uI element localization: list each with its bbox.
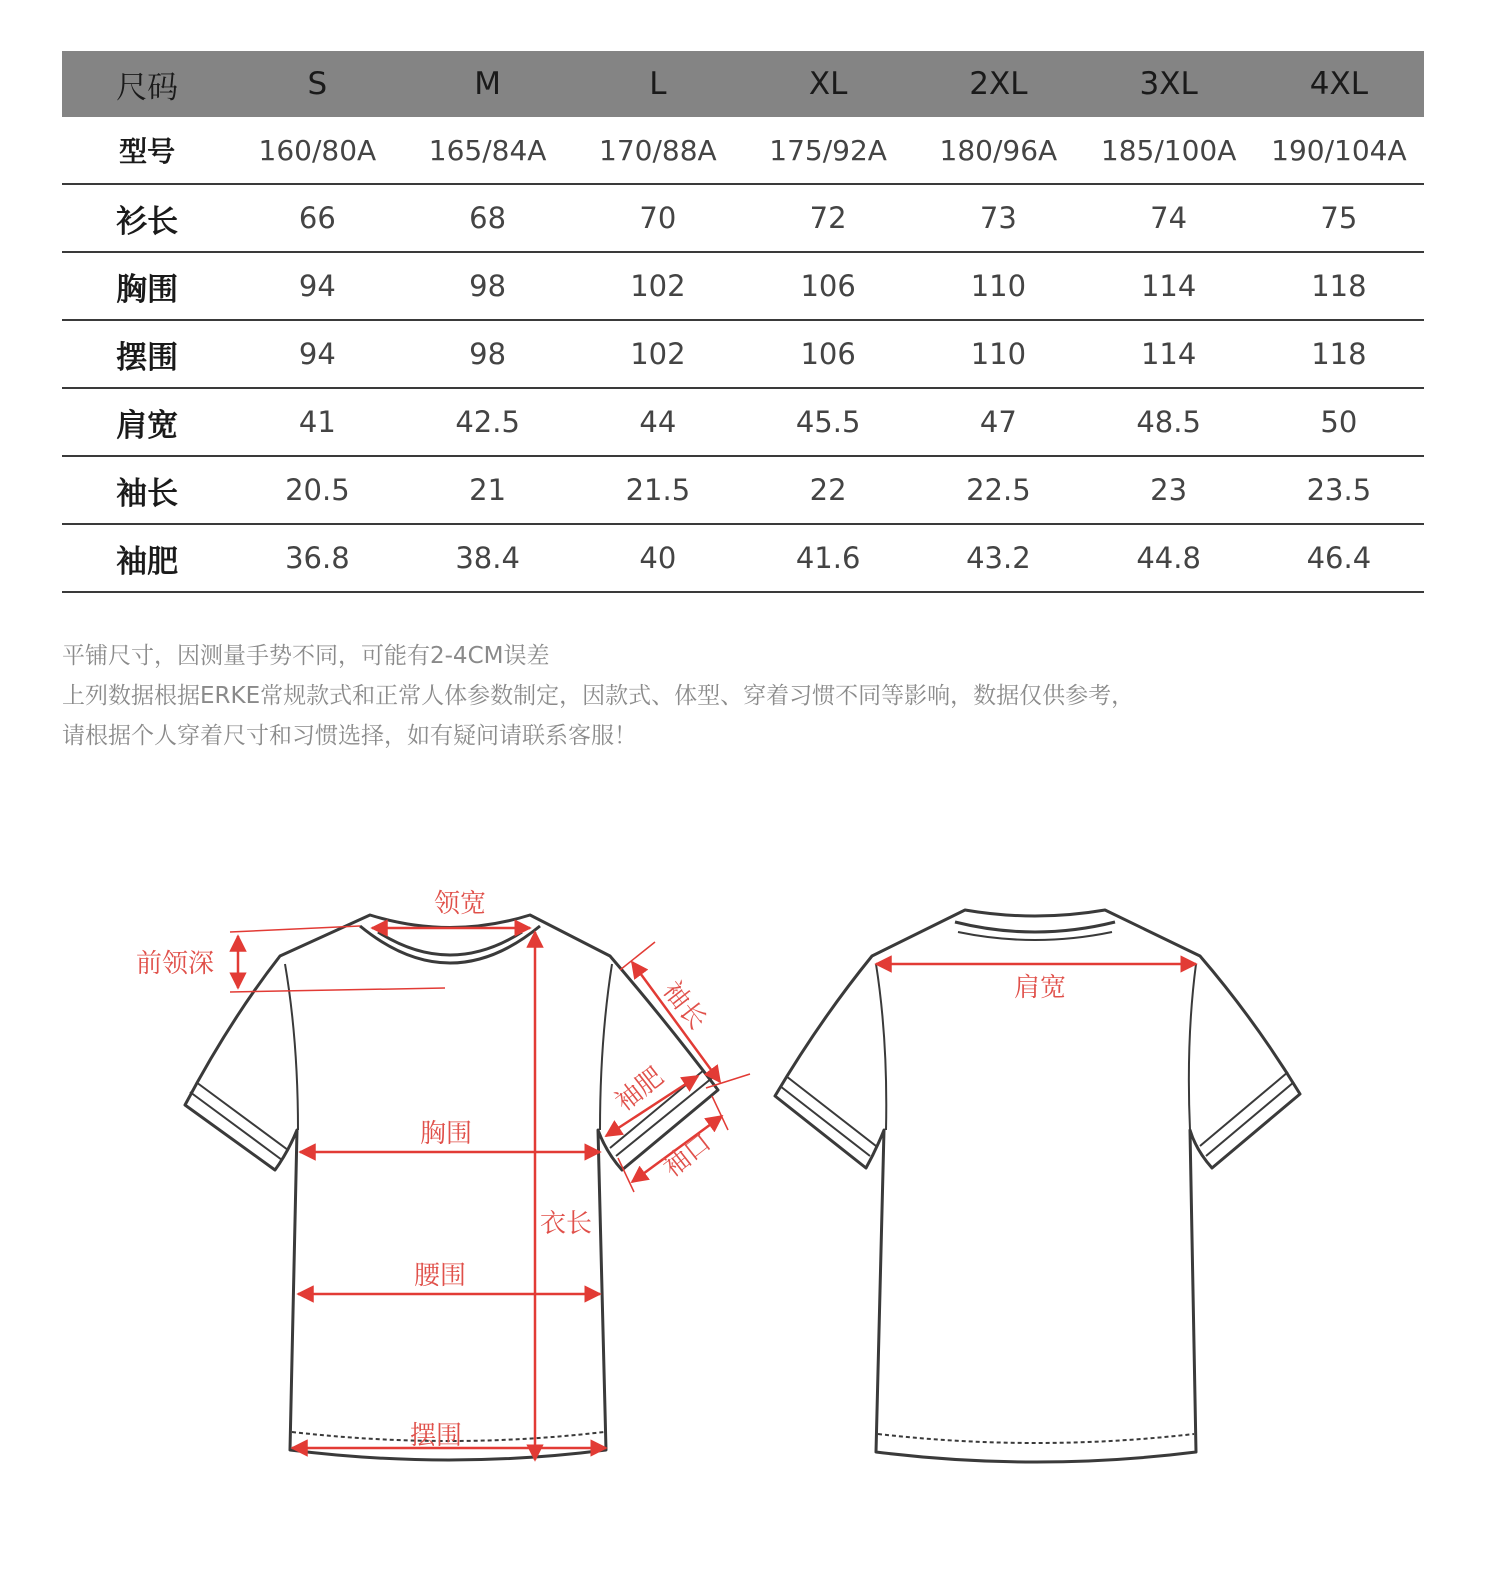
size-notes <box>62 636 1442 756</box>
table-cell: 21 <box>403 456 573 524</box>
table-cell: 40 <box>573 524 743 592</box>
table-cell: 22.5 <box>913 456 1083 524</box>
note-line: 上列数据根据ERKE常规款式和正常人体参数制定，因款式、体型、穿着习惯不同等影响，数据仅供参考， <box>62 683 1135 709</box>
size-header-cell: L <box>573 51 743 117</box>
size-header-cell: 4XL <box>1254 51 1424 117</box>
row-label: 衫长 <box>62 184 232 252</box>
table-cell: 175/92A <box>743 117 913 184</box>
label-sleeve-width: 袖肥 <box>609 1061 670 1118</box>
table-cell: 72 <box>743 184 913 252</box>
table-cell: 180/96A <box>913 117 1083 184</box>
table-cell: 38.4 <box>403 524 573 592</box>
table-cell: 43.2 <box>913 524 1083 592</box>
table-cell: 106 <box>743 320 913 388</box>
table-row <box>62 388 1424 456</box>
size-header-cell: XL <box>743 51 913 117</box>
table-cell: 106 <box>743 252 913 320</box>
table-cell: 44.8 <box>1084 524 1254 592</box>
table-cell: 74 <box>1084 184 1254 252</box>
table-cell: 23.5 <box>1254 456 1424 524</box>
table-cell: 114 <box>1084 320 1254 388</box>
table-cell: 22 <box>743 456 913 524</box>
table-cell: 50 <box>1254 388 1424 456</box>
size-header-cell: S <box>232 51 402 117</box>
table-cell: 23 <box>1084 456 1254 524</box>
front-tshirt-illustration <box>185 915 718 1460</box>
table-cell: 66 <box>232 184 402 252</box>
front-shirt-outline <box>185 915 718 1460</box>
table-cell: 185/100A <box>1084 117 1254 184</box>
table-cell: 48.5 <box>1084 388 1254 456</box>
table-cell: 165/84A <box>403 117 573 184</box>
table-cell: 102 <box>573 252 743 320</box>
table-cell: 47 <box>913 388 1083 456</box>
table-cell: 45.5 <box>743 388 913 456</box>
size-header-cell: 2XL <box>913 51 1083 117</box>
table-cell: 98 <box>403 252 573 320</box>
label-chest: 胸围 <box>419 1119 473 1149</box>
table-cell: 190/104A <box>1254 117 1424 184</box>
label-sleeve-length: 袖长 <box>656 975 713 1036</box>
table-cell: 94 <box>232 252 402 320</box>
table-cell: 118 <box>1254 320 1424 388</box>
table-cell: 110 <box>913 320 1083 388</box>
table-row <box>62 184 1424 252</box>
table-cell: 70 <box>573 184 743 252</box>
table-row <box>62 252 1424 320</box>
label-cuff: 袖口 <box>657 1127 718 1184</box>
table-cell: 170/88A <box>573 117 743 184</box>
table-cell: 75 <box>1254 184 1424 252</box>
table-cell: 110 <box>913 252 1083 320</box>
note-line: 平铺尺寸，因测量手势不同，可能有2-4CM误差 <box>62 643 550 669</box>
row-label: 袖长 <box>62 456 232 524</box>
row-label: 摆围 <box>62 320 232 388</box>
size-header-row <box>62 51 1424 117</box>
table-cell: 160/80A <box>232 117 402 184</box>
table-cell: 20.5 <box>232 456 402 524</box>
row-label: 胸围 <box>62 252 232 320</box>
label-body-length: 衣长 <box>540 1209 593 1239</box>
label-front-neck-depth: 前领深 <box>136 949 215 979</box>
table-cell: 68 <box>403 184 573 252</box>
table-row <box>62 117 1424 184</box>
tshirt-measurement-diagram <box>0 860 1500 1520</box>
label-neck-width: 领宽 <box>433 889 487 919</box>
table-cell: 118 <box>1254 252 1424 320</box>
table-cell: 73 <box>913 184 1083 252</box>
table-cell: 21.5 <box>573 456 743 524</box>
table-row <box>62 320 1424 388</box>
table-cell: 98 <box>403 320 573 388</box>
table-row <box>62 524 1424 592</box>
label-shoulder-width: 肩宽 <box>1013 973 1067 1003</box>
size-header-label: 尺码 <box>62 51 232 117</box>
size-header-cell: M <box>403 51 573 117</box>
note-line: 请根据个人穿着尺寸和习惯选择，如有疑问请联系客服！ <box>62 723 637 749</box>
table-cell: 114 <box>1084 252 1254 320</box>
table-cell: 46.4 <box>1254 524 1424 592</box>
row-label: 肩宽 <box>62 388 232 456</box>
table-row <box>62 456 1424 524</box>
label-hem: 摆围 <box>409 1421 463 1451</box>
size-header-cell: 3XL <box>1084 51 1254 117</box>
table-cell: 36.8 <box>232 524 402 592</box>
table-cell: 42.5 <box>403 388 573 456</box>
row-label: 袖肥 <box>62 524 232 592</box>
size-chart-table <box>62 51 1424 593</box>
table-cell: 102 <box>573 320 743 388</box>
table-cell: 41.6 <box>743 524 913 592</box>
table-cell: 41 <box>232 388 402 456</box>
table-cell: 94 <box>232 320 402 388</box>
label-waist: 腰围 <box>413 1261 467 1291</box>
row-label: 型号 <box>62 117 232 184</box>
table-cell: 44 <box>573 388 743 456</box>
